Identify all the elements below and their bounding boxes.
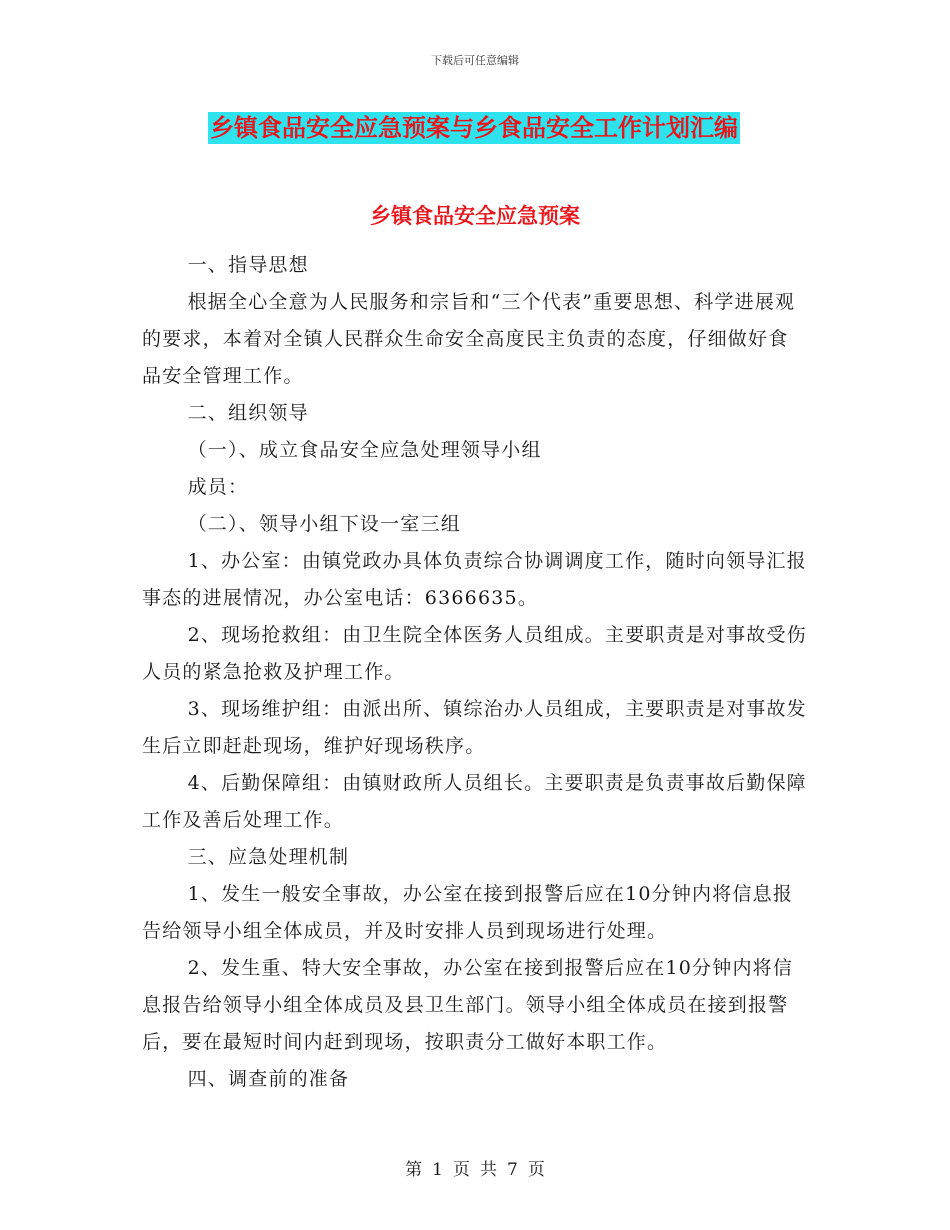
heading-investigation-prep: 四、调查前的准备 bbox=[187, 1068, 350, 1090]
paragraph-major-incident: 2、发生重、特大安全事故，办公室在接到报警后应在10分钟内将信息报告给领导小组全体成员及县卫生部门。领导小组全体成员在接到报警后，要在最短时间内赶到现场，按职责分工做好本职工作。 bbox=[142, 957, 794, 1053]
subheading-leading-group: （一）、成立食品安全应急处理领导小组 bbox=[187, 439, 542, 461]
subheading-office-groups: （二）、领导小组下设一室三组 bbox=[187, 513, 461, 535]
sub-title: 乡镇食品安全应急预案 bbox=[370, 204, 580, 228]
header-note: 下载后可任意编辑 bbox=[431, 54, 519, 67]
page-footer bbox=[0, 1155, 950, 1180]
paragraph-rescue-group: 2、现场抢救组：由卫生院全体医务人员组成。主要职责是对事故受伤人员的紧急抢救及护理工作。 bbox=[142, 624, 807, 683]
heading-guiding-thought: 一、指导思想 bbox=[187, 254, 309, 276]
page-total: 7 bbox=[507, 1160, 518, 1180]
paragraph-guiding-thought: 根据全心全意为人民服务和宗旨和“三个代表”重要思想、科学进展观的要求，本着对全镇人民群众生命安全高度民主负责的态度，仔细做好食品安全管理工作。 bbox=[142, 291, 796, 387]
members-line: 成员： bbox=[187, 476, 249, 498]
page-label-total: 共 bbox=[480, 1160, 497, 1180]
paragraph-maintenance-group: 3、现场维护组：由派出所、镇综治办人员组成，主要职责是对事故发生后立即赶赴现场，维护好现场秩序。 bbox=[142, 698, 807, 757]
page-current: 1 bbox=[432, 1160, 443, 1180]
main-title: 乡镇食品安全应急预案与乡食品安全工作计划汇编 bbox=[210, 114, 738, 142]
heading-organization: 二、组织领导 bbox=[187, 402, 309, 424]
page-label-pre: 第 bbox=[405, 1160, 423, 1180]
heading-response-mechanism: 三、应急处理机制 bbox=[187, 846, 350, 868]
document-body bbox=[142, 247, 808, 1098]
page-label-mid: 页 bbox=[453, 1160, 470, 1180]
paragraph-general-incident: 1、发生一般安全事故，办公室在接到报警后应在10分钟内将信息报告给领导小组全体成员，并及时安排人员到现场进行处理。 bbox=[142, 883, 794, 942]
paragraph-office: 1、办公室：由镇党政办具体负责综合协调调度工作，随时向领导汇报事态的进展情况，办公室电话：6366635。 bbox=[142, 550, 807, 609]
paragraph-logistics-group: 4、后勤保障组：由镇财政所人员组长。主要职责是负责事故后勤保障工作及善后处理工作。 bbox=[142, 772, 807, 831]
page-label-post: 页 bbox=[527, 1160, 545, 1180]
